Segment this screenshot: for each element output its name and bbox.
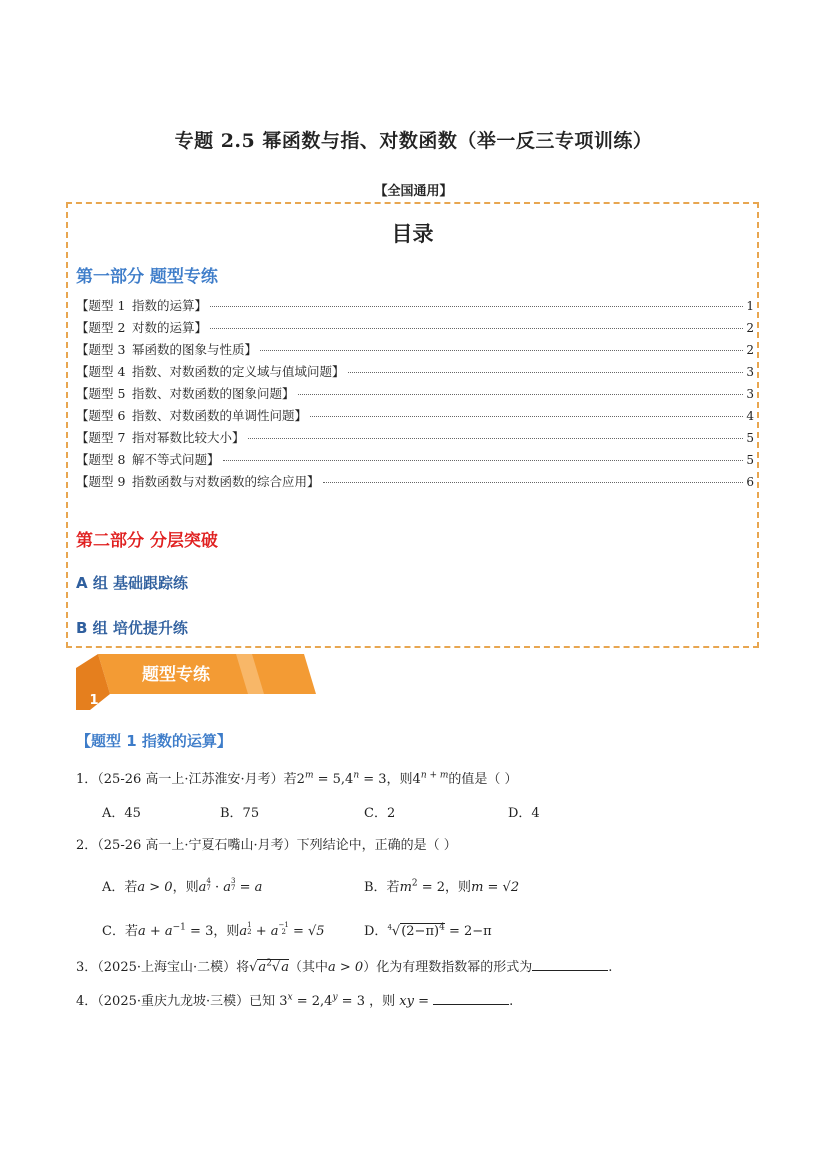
toc-page-number: 2 <box>746 343 754 357</box>
toc-item-1[interactable]: 【题型 1 指数的运算】 1 <box>76 298 754 313</box>
answer-blank[interactable] <box>433 1004 509 1005</box>
question-2: 2．（25-26 高一上·宁夏石嘴山·月考）下列结论中，正确的是（ ） <box>76 838 457 853</box>
q1-option-b[interactable]: B．75 <box>220 806 260 821</box>
toc-item-7[interactable]: 【题型 7 指对幂数比较大小】 5 <box>76 430 754 445</box>
toc-page-number: 3 <box>746 387 754 401</box>
toc-list <box>76 296 754 494</box>
toc-page-number: 1 <box>746 299 754 313</box>
q2-option-a[interactable]: A．若a > 0，则a 4 7 · a 3 7 = a <box>102 877 263 895</box>
toc-page-number: 5 <box>746 453 754 467</box>
toc-item-2[interactable]: 【题型 2 对数的运算】 2 <box>76 320 754 335</box>
banner-number: 1 <box>89 693 99 708</box>
toc-item-4[interactable]: 【题型 4 指数、对数函数的定义域与值域问题】 3 <box>76 364 754 379</box>
toc-item-6[interactable]: 【题型 6 指数、对数函数的单调性问题】 4 <box>76 408 754 423</box>
toc-page-number: 3 <box>746 365 754 379</box>
q2-option-c[interactable]: C．若$a + a^{-1} = 3$，则a 1 2 + a −1 2 = √5 <box>102 921 325 939</box>
q1-option-c[interactable]: C．2 <box>364 806 396 821</box>
section-heading: 【题型 1 指数的运算】 <box>76 732 232 750</box>
answer-blank[interactable] <box>532 970 608 971</box>
toc-part2-title: 第二部分 分层突破 <box>76 531 218 551</box>
toc-item-8[interactable]: 【题型 8 解不等式问题】 5 <box>76 452 754 467</box>
document-title: 专题 2.5 幂函数与指、对数函数（举一反三专项训练） <box>174 130 653 152</box>
banner-label: 题型专练 <box>142 665 210 685</box>
toc-page-number: 6 <box>746 475 754 489</box>
toc-item-3[interactable]: 【题型 3 幂函数的图象与性质】 2 <box>76 342 754 357</box>
toc-page-number: 4 <box>746 409 754 423</box>
section-banner <box>76 654 316 710</box>
question-4: 4．（2025·重庆九龙坡·三模）已知 $3^x = 2,4^y = 3$ ，则 xy = . <box>76 992 514 1009</box>
toc-group-b[interactable]: B 组 培优提升练 <box>76 619 188 637</box>
toc-page-number: 5 <box>746 431 754 445</box>
question-3: 3．（2025·上海宝山·二模）将$√a^2√a$（其中a > 0）化为有理数指数幂的形式为 . <box>76 958 613 975</box>
q2-option-b[interactable]: B．若$m^2 = 2$，则m = √2 <box>364 878 520 895</box>
toc-group-a[interactable]: A 组 基础跟踪练 <box>76 574 189 592</box>
toc-item-9[interactable]: 【题型 9 指数函数与对数函数的综合应用】 6 <box>76 474 754 489</box>
question-1: 1．（25-26 高一上·江苏淮安·月考）若$2^m = 5,4^n = 3$，则$4^{n + m}$的值是（ ） <box>76 770 518 787</box>
table-of-contents <box>66 202 759 648</box>
q2-option-d[interactable]: D．$^4√(2-\pi)^4 = 2-\pi$ <box>364 922 492 939</box>
q1-option-a[interactable]: A．45 <box>102 806 141 821</box>
toc-item-5[interactable]: 【题型 5 指数、对数函数的图象问题】 3 <box>76 386 754 401</box>
document-subtitle: 【全国通用】 <box>374 184 453 199</box>
toc-page-number: 2 <box>746 321 754 335</box>
q1-option-d[interactable]: D．4 <box>508 806 540 821</box>
toc-part1-title: 第一部分 题型专练 <box>76 267 218 287</box>
toc-heading: 目录 <box>391 222 434 246</box>
